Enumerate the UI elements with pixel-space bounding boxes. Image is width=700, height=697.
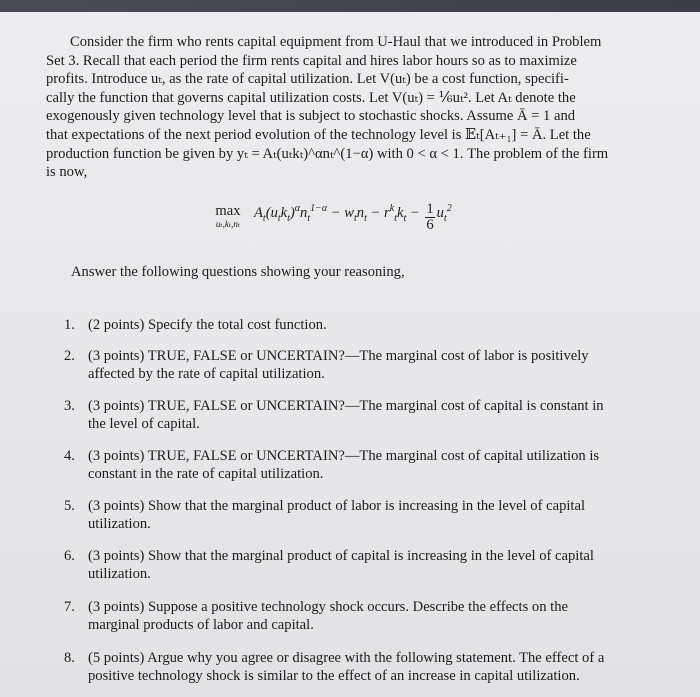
intro-line: production function be given by yₜ = Aₜ(uₜkₜ)^αnₜ^(1−α) with 0 < α < 1. The problem of the firm	[46, 145, 609, 162]
eq-subscript: t	[394, 213, 397, 224]
question-text: (3 points) Show that the marginal product of capital is increasing in the level of capital	[88, 548, 594, 564]
eq-symbol: n	[300, 205, 308, 221]
question-number: 5.	[64, 498, 75, 514]
question-item	[64, 348, 654, 383]
intro-line: cally the function that governs capital utilization costs. Let V(uₜ) = ⅙uₜ². Let Aₜ denote the	[46, 89, 576, 106]
top-bar	[0, 0, 700, 12]
question-text: affected by the rate of capital utilization.	[88, 365, 325, 382]
intro-paragraph	[46, 33, 652, 182]
eq-subscript: t	[287, 213, 290, 224]
eq-subscript: t	[403, 213, 407, 224]
question-text: (3 points) Suppose a positive technology shock occurs. Describe the effects on the	[88, 599, 568, 615]
eq-symbol: A	[254, 205, 263, 221]
question-item	[64, 498, 654, 533]
question-number: 4.	[64, 448, 75, 464]
question-item	[64, 317, 654, 335]
question-text: (5 points) Argue why you agree or disagree with the following statement. The effect of a	[88, 650, 605, 666]
intro-line: Consider the firm who rents capital equipment from U-Haul that we introduced in Problem	[70, 34, 602, 50]
question-number: 7.	[64, 599, 75, 615]
question-text: constant in the rate of capital utilization.	[88, 465, 324, 482]
question-item	[64, 398, 654, 433]
eq-subscript: t	[354, 213, 357, 224]
eq-symbol: k	[280, 205, 288, 221]
eq-symbol: n	[356, 205, 365, 221]
max-subscript: uₜ,kₜ,nₜ	[215, 219, 241, 229]
eq-superscript: 2	[446, 203, 452, 214]
question-text: (3 points) TRUE, FALSE or UNCERTAIN?—The marginal cost of capital utilization is	[88, 448, 600, 464]
question-number: 6.	[64, 548, 75, 564]
question-text: positive technology shock is similar to the effect of an increase in capital utilization.	[88, 667, 580, 684]
intro-line: profits. Introduce uₜ, as the rate of capital utilization. Let V(uₜ) be a cost function, specifi-	[46, 71, 569, 88]
max-operator	[208, 204, 248, 229]
eq-fraction	[425, 202, 434, 233]
max-label: max	[215, 203, 241, 219]
eq-subscript: t	[277, 213, 281, 224]
eq-subscript: t	[307, 213, 311, 224]
question-item	[64, 448, 654, 483]
question-item	[64, 650, 654, 685]
question-text: utilization.	[88, 515, 151, 532]
question-number: 8.	[64, 650, 75, 666]
fraction-denominator: 6	[426, 217, 434, 233]
question-text: (3 points) TRUE, FALSE or UNCERTAIN?—The marginal cost of capital is constant in	[88, 398, 604, 414]
question-text: utilization.	[88, 565, 151, 582]
eq-superscript: α	[294, 203, 301, 214]
fraction-numerator: 1	[426, 201, 434, 217]
eq-subscript: t	[364, 213, 367, 224]
eq-superscript: k	[389, 203, 395, 214]
eq-symbol: r	[384, 205, 390, 221]
eq-subscript: t	[443, 213, 447, 224]
eq-symbol: k	[396, 205, 404, 221]
eq-symbol: u	[436, 205, 444, 221]
eq-superscript: 1−α	[310, 203, 328, 214]
intro-line: is now,	[46, 164, 88, 181]
eq-symbol: w	[344, 205, 355, 221]
intro-line: that expectations of the next period evolution of the technology level is 𝔼ₜ[Aₜ₊₁] = Ā. Let the	[46, 126, 591, 143]
eq-symbol: u	[270, 205, 278, 221]
question-item	[64, 548, 654, 583]
question-number: 1.	[64, 317, 75, 333]
intro-line: exogenously given technology level that is subject to stochastic shocks. Assume Ā = 1 and	[46, 108, 576, 125]
intro-line: Set 3. Recall that each period the firm rents capital and hires labor hours so as to maximize	[46, 52, 577, 69]
objective-expression: $A_t(u_tk_t)^\alpha n_t^{1-\alpha} - w_tn_t - r^k_tk_t$ − $\frac{1}{6}$ $u_t^2$	[254, 201, 452, 233]
question-text: (3 points) Show that the marginal product of labor is increasing in the level of capital	[88, 498, 586, 514]
question-item	[64, 599, 654, 634]
question-number: 2.	[64, 348, 75, 364]
answer-prompt: Answer the following questions showing your reasoning,	[71, 264, 405, 280]
question-text: marginal products of labor and capital.	[88, 616, 314, 633]
question-text: (3 points) TRUE, FALSE or UNCERTAIN?—The marginal cost of labor is positively	[88, 348, 589, 364]
question-text: the level of capital.	[88, 415, 200, 432]
eq-subscript: t	[262, 213, 266, 224]
question-number: 3.	[64, 398, 75, 414]
question-text: (2 points) Specify the total cost function.	[88, 317, 327, 333]
